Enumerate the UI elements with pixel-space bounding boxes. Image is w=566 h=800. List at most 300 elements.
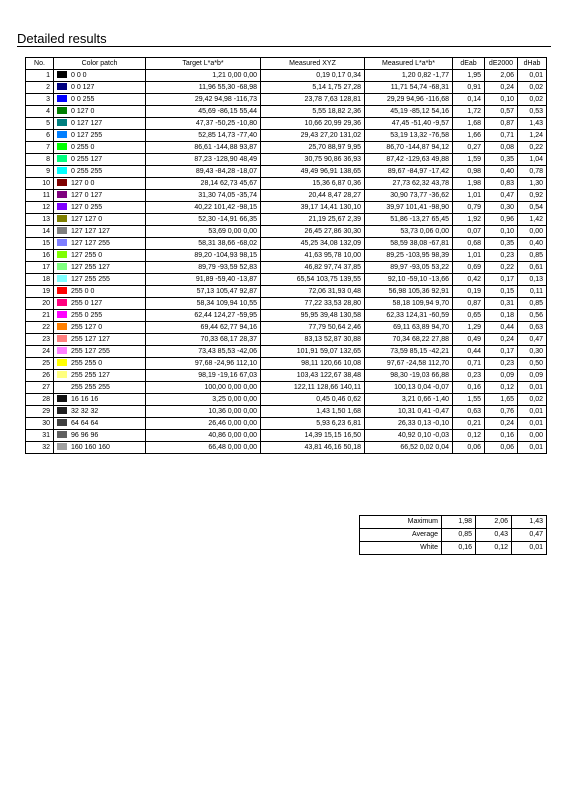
table-row [26,82,547,94]
target-lab-value: 47,37 -50,25 -10,80 [146,118,261,130]
color-swatch [57,239,67,246]
deab-value: 1,59 [453,154,485,166]
table-row [26,322,547,334]
deab-value: 0,23 [453,370,485,382]
measured-xyz-value: 5,93 6,23 6,81 [261,418,365,430]
dhab-value: 1,24 [518,130,547,142]
header-measured-xyz: Measured XYZ [261,58,365,70]
de2000-value: 0,24 [485,334,518,346]
dhab-value: 0,63 [518,322,547,334]
color-patch-label: 0 255 127 [71,156,103,163]
de2000-value: 0,17 [485,274,518,286]
table-row [26,202,547,214]
deab-value: 0,19 [453,286,485,298]
de2000-value: 0,16 [485,430,518,442]
header-color-patch: Color patch [54,58,146,70]
color-patch-label: 160 160 160 [71,444,110,451]
target-lab-value: 58,34 109,94 10,55 [146,298,261,310]
measured-xyz-value: 95,95 39,48 130,58 [261,310,365,322]
table-row [26,430,547,442]
dhab-value: 0,47 [518,334,547,346]
dhab-value: 0,02 [518,82,547,94]
row-number: 20 [26,298,54,310]
summary-row [360,542,547,555]
table-row [26,154,547,166]
color-swatch [57,131,67,138]
title-divider [17,46,551,47]
color-swatch [57,323,67,330]
target-lab-value: 86,61 -144,88 93,87 [146,142,261,154]
de2000-value: 0,71 [485,130,518,142]
target-lab-value: 52,85 14,73 -77,40 [146,130,261,142]
de2000-value: 0,10 [485,226,518,238]
dhab-value: 0,56 [518,310,547,322]
measured-lab-value: 27,73 62,32 43,78 [365,178,453,190]
measured-xyz-value: 72,06 31,93 0,48 [261,286,365,298]
measured-xyz-value: 65,54 103,75 139,55 [261,274,365,286]
color-patch-label: 127 0 0 [71,180,95,187]
deab-value: 1,55 [453,394,485,406]
de2000-value: 0,87 [485,118,518,130]
measured-xyz-value: 77,22 33,53 28,80 [261,298,365,310]
color-patch-label: 255 0 127 [71,300,103,307]
row-number: 13 [26,214,54,226]
measured-lab-value: 39,97 101,41 -98,90 [365,202,453,214]
color-patch-label: 32 32 32 [71,408,99,415]
measured-xyz-value: 101,91 59,07 132,65 [261,346,365,358]
measured-xyz-value: 5,55 18,82 2,36 [261,106,365,118]
measured-xyz-value: 41,63 95,78 10,00 [261,250,365,262]
deab-value: 0,69 [453,262,485,274]
color-patch-cell [54,130,146,142]
measured-lab-value: 69,11 63,89 94,70 [365,322,453,334]
measured-xyz-value: 49,49 96,91 138,65 [261,166,365,178]
de2000-value: 0,15 [485,286,518,298]
de2000-value: 0,08 [485,142,518,154]
row-number: 7 [26,142,54,154]
target-lab-value: 89,43 -84,28 -18,07 [146,166,261,178]
color-swatch [57,191,67,198]
deab-value: 0,16 [453,382,485,394]
color-patch-cell [54,166,146,178]
color-swatch [57,155,67,162]
table-row [26,214,547,226]
measured-xyz-value: 20,44 8,47 28,27 [261,190,365,202]
measured-lab-value: 86,70 -144,87 94,12 [365,142,453,154]
color-swatch [57,263,67,270]
color-patch-cell [54,226,146,238]
measured-xyz-value: 15,36 6,87 0,36 [261,178,365,190]
deab-value: 0,87 [453,298,485,310]
deab-value: 1,01 [453,190,485,202]
deab-value: 1,92 [453,214,485,226]
measured-xyz-value: 46,82 97,74 37,85 [261,262,365,274]
deab-value: 0,63 [453,406,485,418]
color-swatch [57,443,67,450]
target-lab-value: 45,69 -86,15 55,44 [146,106,261,118]
summary-dhab: 1,43 [512,516,547,529]
row-number: 17 [26,262,54,274]
color-patch-label: 0 0 127 [71,84,95,91]
header-target-lab: Target L*a*b* [146,58,261,70]
target-lab-value: 40,86 0,00 0,00 [146,430,261,442]
target-lab-value: 91,89 -59,40 -13,87 [146,274,261,286]
color-patch-cell [54,322,146,334]
dhab-value: 0,01 [518,418,547,430]
color-patch-cell [54,370,146,382]
dhab-value: 0,13 [518,274,547,286]
color-patch-label: 0 255 255 [71,168,103,175]
de2000-value: 0,76 [485,406,518,418]
row-number: 22 [26,322,54,334]
de2000-value: 0,35 [485,154,518,166]
color-swatch [57,311,67,318]
deab-value: 0,21 [453,418,485,430]
summary-row [360,529,547,542]
dhab-value: 0,01 [518,442,547,454]
color-patch-label: 127 255 0 [71,252,103,259]
color-swatch [57,95,67,102]
target-lab-value: 73,43 85,53 -42,06 [146,346,261,358]
color-patch-label: 127 0 127 [71,192,103,199]
target-lab-value: 57,13 105,47 92,87 [146,286,261,298]
table-row [26,442,547,454]
target-lab-value: 98,19 -19,16 67,03 [146,370,261,382]
deab-value: 0,65 [453,310,485,322]
measured-lab-value: 10,31 0,41 -0,47 [365,406,453,418]
de2000-value: 0,09 [485,370,518,382]
table-row [26,118,547,130]
deab-value: 0,06 [453,442,485,454]
header-no: No. [26,58,54,70]
color-patch-label: 64 64 64 [71,420,99,427]
measured-xyz-value: 0,45 0,46 0,62 [261,394,365,406]
measured-lab-value: 70,34 68,22 27,88 [365,334,453,346]
color-patch-cell [54,142,146,154]
target-lab-value: 70,33 68,17 28,37 [146,334,261,346]
table-row [26,190,547,202]
measured-lab-value: 1,20 0,82 -1,77 [365,70,453,82]
summary-deab: 0,16 [442,542,476,555]
table-row [26,418,547,430]
de2000-value: 0,17 [485,346,518,358]
row-number: 3 [26,94,54,106]
table-row [26,394,547,406]
measured-lab-value: 89,25 -103,95 98,39 [365,250,453,262]
color-patch-label: 0 127 0 [71,108,95,115]
color-patch-cell [54,262,146,274]
color-swatch [57,347,67,354]
target-lab-value: 87,23 -128,90 48,49 [146,154,261,166]
color-patch-cell [54,358,146,370]
measured-lab-value: 66,52 0,02 0,04 [365,442,453,454]
color-patch-label: 96 96 96 [71,432,99,439]
table-row [26,382,547,394]
table-row [26,262,547,274]
color-patch-cell [54,106,146,118]
row-number: 28 [26,394,54,406]
color-patch-label: 127 255 127 [71,264,110,271]
row-number: 24 [26,346,54,358]
color-patch-label: 127 0 255 [71,204,103,211]
dhab-value: 0,50 [518,358,547,370]
dhab-value: 0,02 [518,94,547,106]
row-number: 8 [26,154,54,166]
color-swatch [57,383,67,390]
measured-lab-value: 58,18 109,94 9,70 [365,298,453,310]
measured-lab-value: 40,92 0,10 -0,03 [365,430,453,442]
color-patch-label: 127 127 255 [71,240,110,247]
color-patch-cell [54,82,146,94]
color-swatch [57,419,67,426]
de2000-value: 0,24 [485,82,518,94]
dhab-value: 0,85 [518,298,547,310]
row-number: 10 [26,178,54,190]
row-number: 26 [26,370,54,382]
deab-value: 1,01 [453,250,485,262]
color-patch-label: 255 255 0 [71,360,103,367]
measured-xyz-value: 29,43 27,20 131,02 [261,130,365,142]
color-swatch [57,167,67,174]
color-patch-cell [54,298,146,310]
dhab-value: 0,11 [518,286,547,298]
dhab-value: 0,00 [518,430,547,442]
table-row [26,346,547,358]
row-number: 21 [26,310,54,322]
color-patch-cell [54,214,146,226]
summary-label: Maximum [360,516,442,529]
summary-body [360,516,547,555]
de2000-value: 0,18 [485,310,518,322]
dhab-value: 0,53 [518,106,547,118]
target-lab-value: 1,21 0,00 0,00 [146,70,261,82]
measured-lab-value: 53,19 13,32 -76,58 [365,130,453,142]
deab-value: 0,07 [453,226,485,238]
table-row [26,142,547,154]
row-number: 4 [26,106,54,118]
dhab-value: 0,78 [518,166,547,178]
target-lab-value: 10,36 0,00 0,00 [146,406,261,418]
measured-xyz-value: 21,19 25,67 2,39 [261,214,365,226]
row-number: 19 [26,286,54,298]
row-number: 5 [26,118,54,130]
target-lab-value: 40,22 101,42 -98,15 [146,202,261,214]
target-lab-value: 100,00 0,00 0,00 [146,382,261,394]
header-dhab: dHab [518,58,547,70]
row-number: 25 [26,358,54,370]
table-row [26,94,547,106]
color-patch-cell [54,70,146,82]
color-swatch [57,299,67,306]
summary-dhab: 0,47 [512,529,547,542]
row-number: 9 [26,166,54,178]
measured-xyz-value: 26,45 27,86 30,30 [261,226,365,238]
dhab-value: 1,43 [518,118,547,130]
row-number: 1 [26,70,54,82]
measured-lab-value: 58,59 38,08 -67,81 [365,238,453,250]
table-header-row [26,58,547,70]
table-row [26,106,547,118]
color-patch-cell [54,178,146,190]
summary-table [359,515,547,555]
de2000-value: 0,12 [485,382,518,394]
row-number: 32 [26,442,54,454]
row-number: 15 [26,238,54,250]
table-row [26,238,547,250]
color-patch-cell [54,334,146,346]
header-measured-lab: Measured L*a*b* [365,58,453,70]
measured-lab-value: 62,33 124,31 -60,59 [365,310,453,322]
dhab-value: 1,30 [518,178,547,190]
dhab-value: 0,01 [518,382,547,394]
measured-xyz-value: 103,43 122,67 38,48 [261,370,365,382]
target-lab-value: 53,69 0,00 0,00 [146,226,261,238]
row-number: 18 [26,274,54,286]
color-swatch [57,251,67,258]
deab-value: 1,72 [453,106,485,118]
de2000-value: 0,35 [485,238,518,250]
color-patch-label: 16 16 16 [71,396,99,403]
de2000-value: 0,31 [485,298,518,310]
measured-lab-value: 51,86 -13,27 65,45 [365,214,453,226]
dhab-value: 1,42 [518,214,547,226]
summary-deab: 1,98 [442,516,476,529]
color-swatch [57,431,67,438]
color-patch-cell [54,406,146,418]
summary-label: Average [360,529,442,542]
de2000-value: 0,22 [485,262,518,274]
summary-de2000: 0,43 [476,529,512,542]
color-patch-cell [54,394,146,406]
target-lab-value: 66,48 0,00 0,00 [146,442,261,454]
measured-xyz-value: 25,70 88,97 9,95 [261,142,365,154]
measured-xyz-value: 43,81 46,16 50,18 [261,442,365,454]
header-deab: dEab [453,58,485,70]
color-patch-label: 0 255 0 [71,144,95,151]
measured-lab-value: 11,71 54,74 -68,31 [365,82,453,94]
target-lab-value: 28,14 62,73 45,67 [146,178,261,190]
color-patch-label: 255 0 0 [71,288,95,295]
measured-lab-value: 30,90 73,77 -36,62 [365,190,453,202]
measured-lab-value: 29,29 94,96 -116,68 [365,94,453,106]
color-patch-cell [54,274,146,286]
target-lab-value: 31,30 74,05 -35,74 [146,190,261,202]
color-patch-label: 255 127 0 [71,324,103,331]
dhab-value: 0,02 [518,394,547,406]
de2000-value: 0,83 [485,178,518,190]
table-row [26,178,547,190]
de2000-value: 0,57 [485,106,518,118]
deab-value: 1,66 [453,130,485,142]
dhab-value: 0,92 [518,190,547,202]
target-lab-value: 58,31 38,66 -68,02 [146,238,261,250]
color-patch-cell [54,430,146,442]
target-lab-value: 97,68 -24,96 112,10 [146,358,261,370]
measured-xyz-value: 39,17 14,41 130,10 [261,202,365,214]
summary-row [360,516,547,529]
table-row [26,274,547,286]
table-row [26,334,547,346]
color-swatch [57,359,67,366]
measured-lab-value: 97,67 -24,58 112,70 [365,358,453,370]
color-swatch [57,83,67,90]
color-swatch [57,407,67,414]
color-patch-label: 0 0 0 [71,72,87,79]
table-row [26,358,547,370]
color-swatch [57,335,67,342]
deab-value: 0,71 [453,358,485,370]
de2000-value: 0,40 [485,166,518,178]
de2000-value: 0,24 [485,418,518,430]
measured-lab-value: 73,59 85,15 -42,21 [365,346,453,358]
deab-value: 1,98 [453,178,485,190]
measured-xyz-value: 45,25 34,08 132,09 [261,238,365,250]
row-number: 29 [26,406,54,418]
color-patch-label: 255 127 255 [71,348,110,355]
table-row [26,310,547,322]
color-swatch [57,71,67,78]
deab-value: 1,68 [453,118,485,130]
measured-xyz-value: 77,79 50,64 2,46 [261,322,365,334]
summary-deab: 0,85 [442,529,476,542]
measured-lab-value: 53,73 0,06 0,00 [365,226,453,238]
color-patch-cell [54,190,146,202]
deab-value: 0,12 [453,430,485,442]
measured-lab-value: 56,98 105,36 92,91 [365,286,453,298]
color-patch-cell [54,418,146,430]
table-row [26,226,547,238]
row-number: 30 [26,418,54,430]
color-swatch [57,143,67,150]
results-table [25,57,547,454]
deab-value: 1,29 [453,322,485,334]
row-number: 31 [26,430,54,442]
color-patch-label: 127 127 127 [71,228,110,235]
deab-value: 0,42 [453,274,485,286]
row-number: 23 [26,334,54,346]
results-body [26,70,547,454]
summary-de2000: 0,12 [476,542,512,555]
color-patch-cell [54,118,146,130]
measured-xyz-value: 10,66 20,99 29,36 [261,118,365,130]
table-row [26,70,547,82]
target-lab-value: 29,42 94,98 -116,73 [146,94,261,106]
de2000-value: 0,96 [485,214,518,226]
row-number: 12 [26,202,54,214]
measured-lab-value: 98,30 -19,03 66,88 [365,370,453,382]
color-patch-cell [54,250,146,262]
color-patch-cell [54,442,146,454]
color-patch-cell [54,346,146,358]
measured-xyz-value: 1,43 1,50 1,68 [261,406,365,418]
color-swatch [57,227,67,234]
measured-lab-value: 45,19 -85,12 54,16 [365,106,453,118]
target-lab-value: 69,44 62,77 94,16 [146,322,261,334]
target-lab-value: 52,30 -14,91 66,35 [146,214,261,226]
deab-value: 0,44 [453,346,485,358]
target-lab-value: 89,20 -104,93 98,15 [146,250,261,262]
measured-xyz-value: 122,11 128,66 140,11 [261,382,365,394]
summary-de2000: 2,06 [476,516,512,529]
measured-xyz-value: 5,14 1,75 27,28 [261,82,365,94]
color-swatch [57,275,67,282]
color-swatch [57,107,67,114]
table-row [26,406,547,418]
target-lab-value: 26,46 0,00 0,00 [146,418,261,430]
measured-xyz-value: 30,75 90,86 36,93 [261,154,365,166]
de2000-value: 0,44 [485,322,518,334]
page-title: Detailed results [17,31,107,46]
